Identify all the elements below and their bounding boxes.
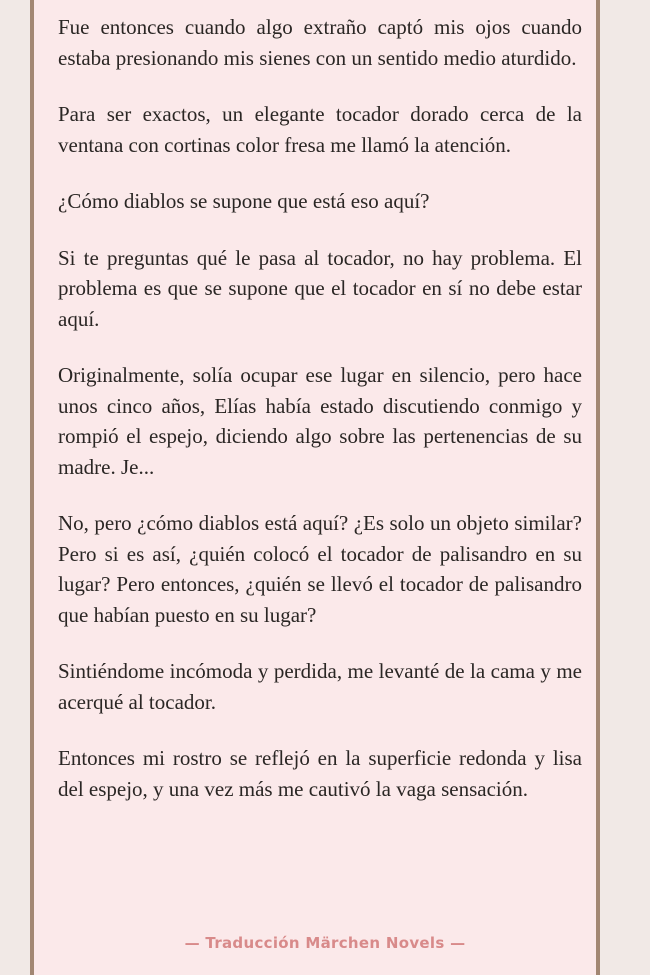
paragraph-2: Para ser exactos, un elegante tocador dorado cerca de la ventana con cortinas color fresa me llamó la atención. bbox=[58, 102, 582, 157]
story-text bbox=[58, 12, 582, 830]
translation-credit: — Traducción Märchen Novels — bbox=[184, 934, 466, 952]
paragraph-8: Entonces mi rostro se reflejó en la superficie redonda y lisa del espejo, y una vez más me cautivó la vaga sensación. bbox=[58, 746, 582, 801]
paragraph-7: Sintiéndome incómoda y perdida, me levanté de la cama y me acerqué al tocador. bbox=[58, 659, 582, 714]
paragraph-5: Originalmente, solía ocupar ese lugar en silencio, pero hace unos cinco años, Elías había estado discutiendo conmigo y rompió el espejo, diciendo algo sobre las pertenencias de su madre. Je... bbox=[58, 363, 582, 479]
paragraph-6: No, pero ¿cómo diablos está aquí? ¿Es solo un objeto similar? Pero si es así, ¿quién colocó el tocador de palisandro en su lugar? Pero entonces, ¿quién se llevó el tocador de palisandro que habían puesto en su lugar? bbox=[58, 511, 582, 627]
paragraph-3: ¿Cómo diablos se supone que está eso aquí? bbox=[58, 189, 430, 213]
paragraph-4: Si te preguntas qué le pasa al tocador, no hay problema. El problema es que se supone que el tocador en sí no debe estar aquí. bbox=[58, 245, 582, 331]
paragraph-1: Fue entonces cuando algo extraño captó mis ojos cuando estaba presionando mis sienes con un sentido medio aturdido. bbox=[58, 15, 582, 70]
